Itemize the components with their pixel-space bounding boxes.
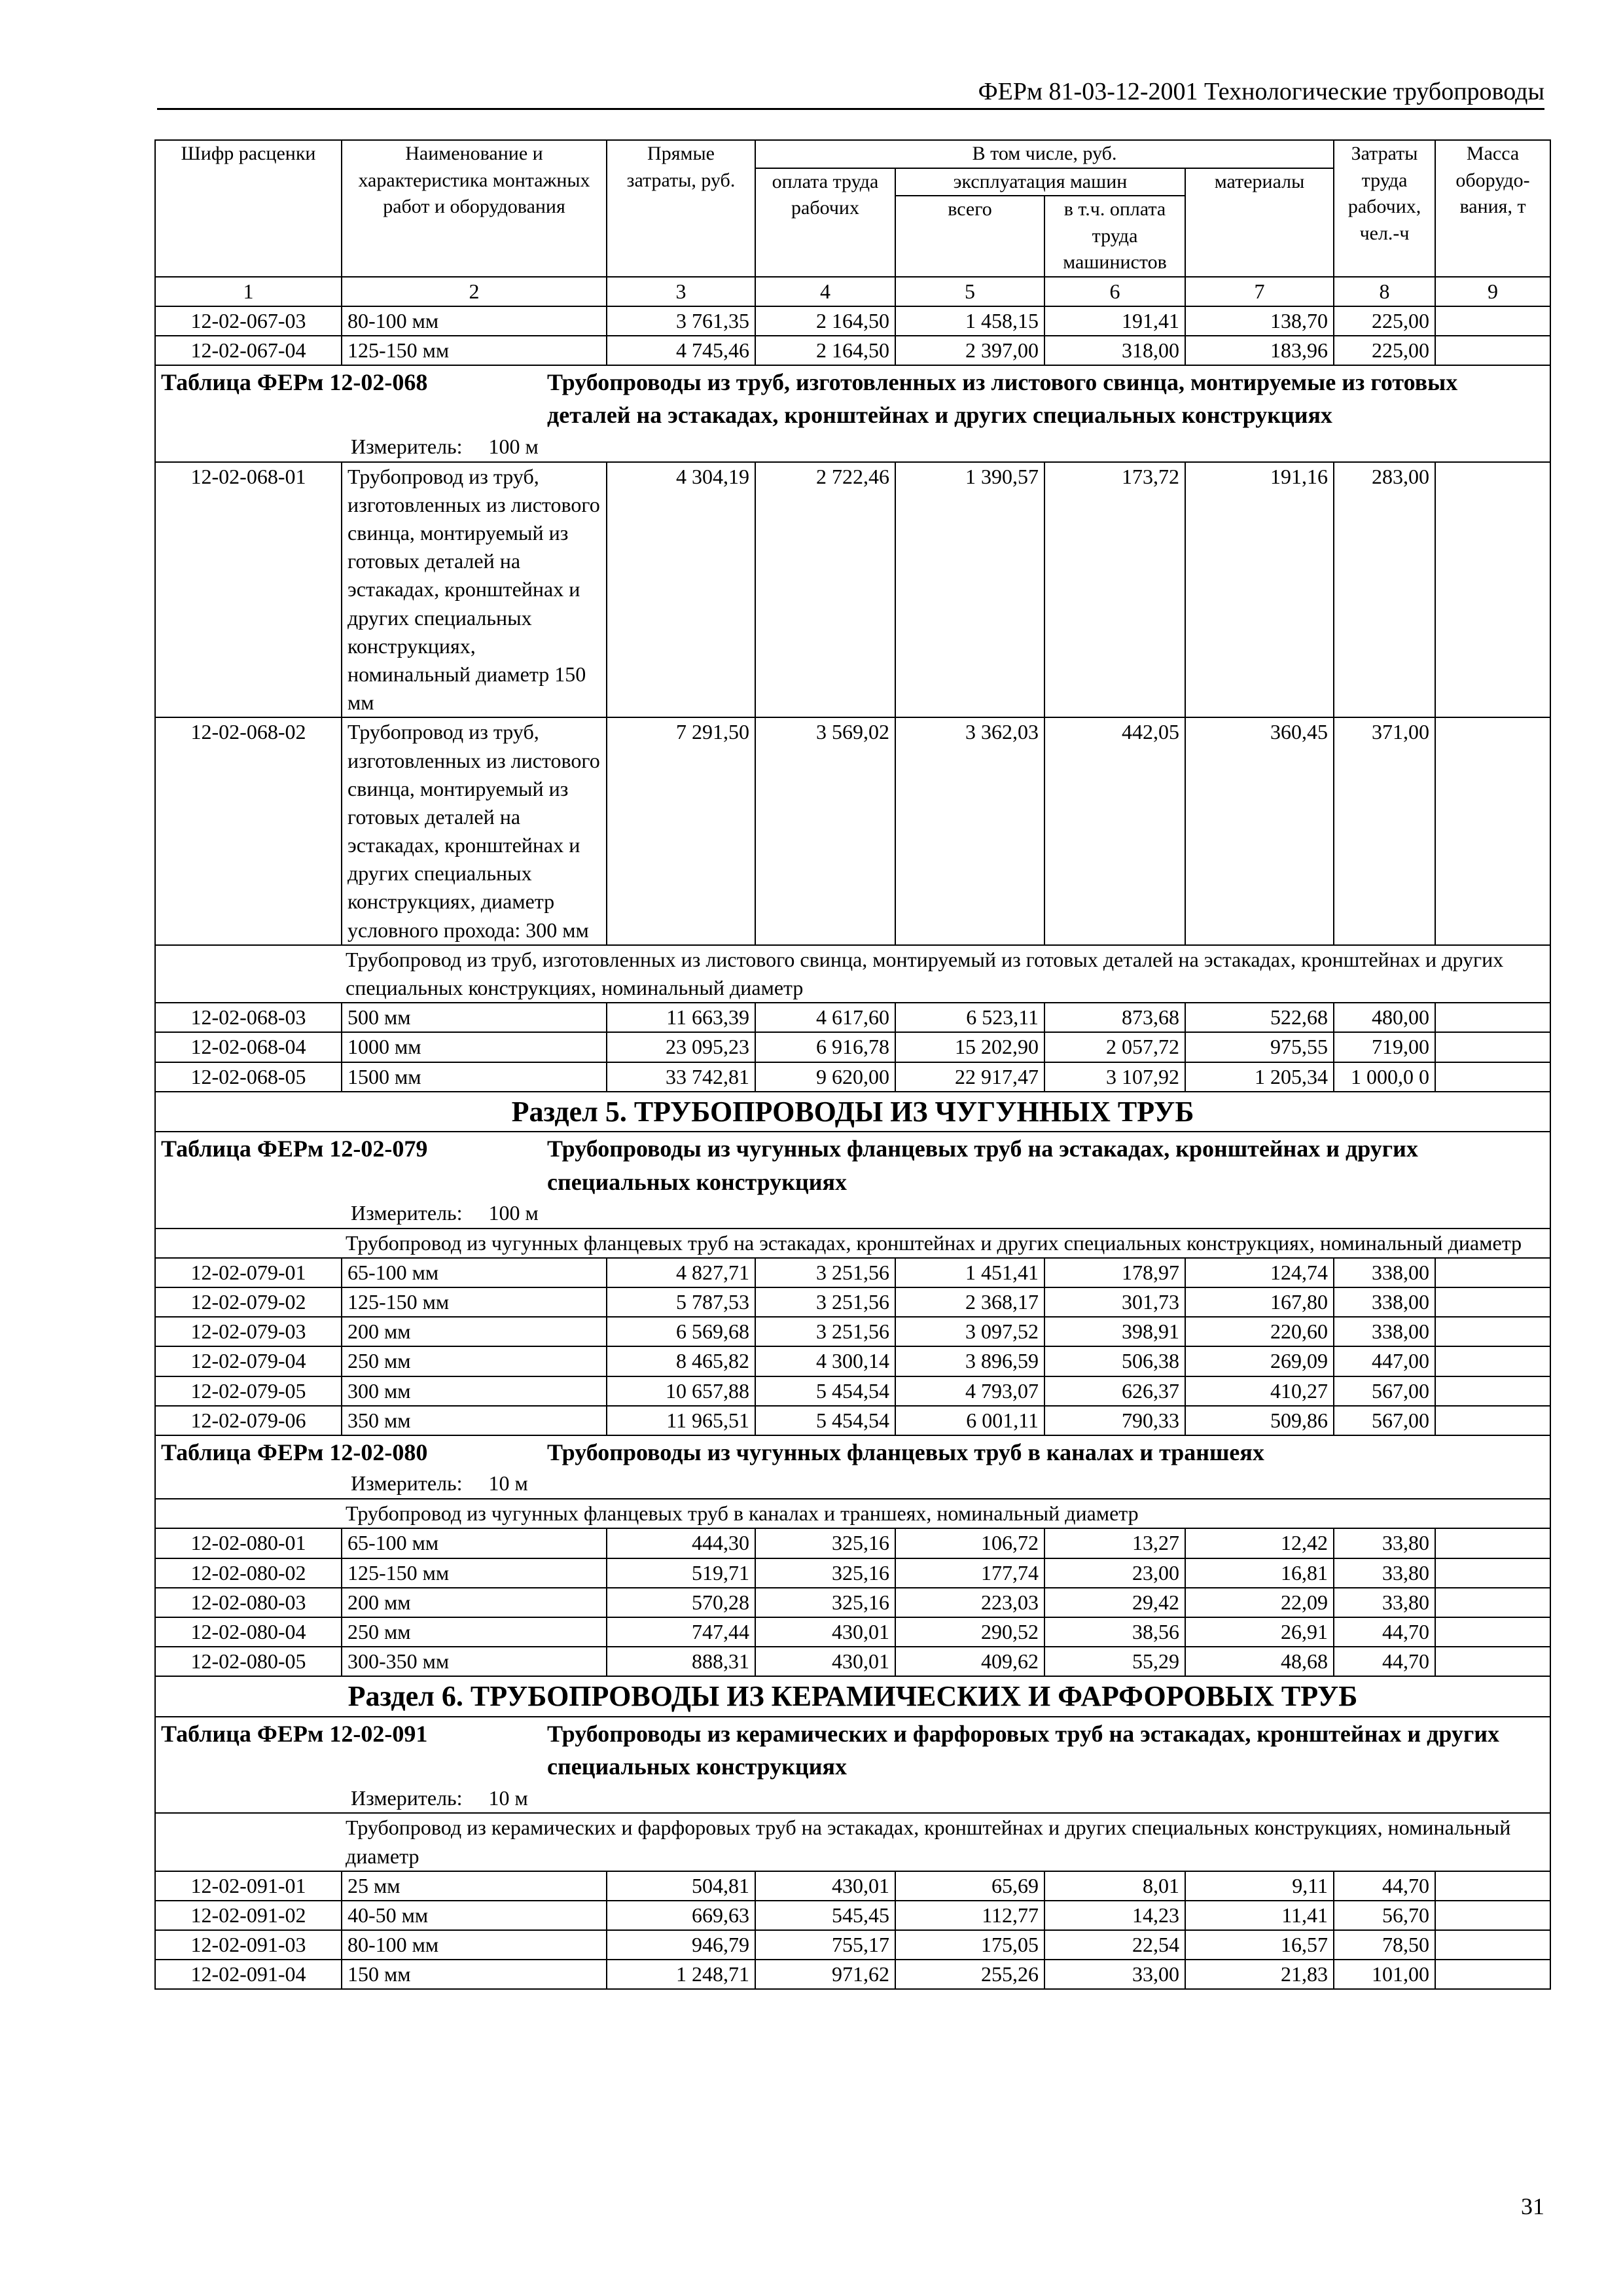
cell-name: 500 мм xyxy=(342,1003,607,1032)
cell-hours: 1 000,0 0 xyxy=(1334,1062,1435,1092)
table-title-row xyxy=(155,365,1550,462)
table-title xyxy=(155,365,1550,462)
section-row xyxy=(155,1676,1550,1716)
cell-name: 350 мм xyxy=(342,1406,607,1435)
table-label: Таблица ФЕРм 12-02-079 xyxy=(161,1136,428,1162)
cell-direct: 669,63 xyxy=(607,1901,755,1930)
header-incl: В том числе, руб. xyxy=(755,140,1334,168)
cell-mass xyxy=(1435,1258,1550,1287)
table-caption: Трубопроводы из труб, изготовленных из листового свинца, монтируемые из готовых деталей на эстакадах, кронштейнах и других специальных конструкциях xyxy=(547,369,1458,429)
cell-labor: 6 916,78 xyxy=(755,1032,895,1062)
cell-mass xyxy=(1435,1960,1550,1989)
cell-mach: 3 896,59 xyxy=(895,1346,1044,1376)
cell-direct: 946,79 xyxy=(607,1930,755,1960)
table-label: Таблица ФЕРм 12-02-080 xyxy=(161,1439,428,1466)
cell-name: 40-50 мм xyxy=(342,1901,607,1930)
cell-mass xyxy=(1435,1032,1550,1062)
cell-mat: 269,09 xyxy=(1185,1346,1334,1376)
cell-hours: 78,50 xyxy=(1334,1930,1435,1960)
cell-mach: 4 793,07 xyxy=(895,1376,1044,1406)
cell-direct: 444,30 xyxy=(607,1528,755,1558)
table-row xyxy=(155,336,1550,365)
cell-code: 12-02-091-03 xyxy=(155,1930,342,1960)
table-row xyxy=(155,1647,1550,1676)
column-number: 4 xyxy=(755,277,895,306)
cell-code: 12-02-068-02 xyxy=(155,717,342,945)
table-row xyxy=(155,1406,1550,1435)
cell-labor: 325,16 xyxy=(755,1588,895,1617)
cell-labor: 2 722,46 xyxy=(755,462,895,718)
cell-mach_labor: 178,97 xyxy=(1044,1258,1185,1287)
header-labor_hours: Затраты труда рабочих, чел.-ч xyxy=(1334,140,1435,277)
cell-hours: 225,00 xyxy=(1334,306,1435,336)
cell-mat: 48,68 xyxy=(1185,1647,1334,1676)
cell-code: 12-02-091-02 xyxy=(155,1901,342,1930)
cell-code: 12-02-080-01 xyxy=(155,1528,342,1558)
page-number: 31 xyxy=(1521,2193,1544,2219)
cell-mach: 65,69 xyxy=(895,1871,1044,1901)
cell-mass xyxy=(1435,1528,1550,1558)
column-number: 3 xyxy=(607,277,755,306)
cell-mat: 16,57 xyxy=(1185,1930,1334,1960)
cell-hours: 225,00 xyxy=(1334,336,1435,365)
cell-mass xyxy=(1435,1930,1550,1960)
cell-hours: 338,00 xyxy=(1334,1317,1435,1346)
table-caption: Трубопроводы из чугунных фланцевых труб в каналах и траншеях xyxy=(547,1439,1264,1466)
cell-mass xyxy=(1435,1558,1550,1588)
cell-mach_labor: 191,41 xyxy=(1044,306,1185,336)
cell-code: 12-02-079-04 xyxy=(155,1346,342,1376)
table-row xyxy=(155,306,1550,336)
cell-hours: 338,00 xyxy=(1334,1287,1435,1317)
cell-hours: 56,70 xyxy=(1334,1901,1435,1930)
table-row xyxy=(155,1558,1550,1588)
cell-labor: 4 300,14 xyxy=(755,1346,895,1376)
cell-mach_labor: 398,91 xyxy=(1044,1317,1185,1346)
cell-hours: 447,00 xyxy=(1334,1346,1435,1376)
cell-direct: 570,28 xyxy=(607,1588,755,1617)
cell-mach: 2 397,00 xyxy=(895,336,1044,365)
cell-mach_labor: 442,05 xyxy=(1044,717,1185,945)
cell-mach: 3 362,03 xyxy=(895,717,1044,945)
cell-hours: 44,70 xyxy=(1334,1617,1435,1647)
subhead-row xyxy=(155,945,1550,1003)
table-title-row xyxy=(155,1435,1550,1499)
cell-mass xyxy=(1435,1287,1550,1317)
cell-mach_labor: 173,72 xyxy=(1044,462,1185,718)
cell-mach_labor: 318,00 xyxy=(1044,336,1185,365)
cell-mass xyxy=(1435,1376,1550,1406)
cell-mass xyxy=(1435,1346,1550,1376)
cell-code: 12-02-079-06 xyxy=(155,1406,342,1435)
cell-labor: 9 620,00 xyxy=(755,1062,895,1092)
cell-mass xyxy=(1435,1317,1550,1346)
cell-mach_labor: 506,38 xyxy=(1044,1346,1185,1376)
table-label: Таблица ФЕРм 12-02-091 xyxy=(161,1720,428,1747)
cell-name: 150 мм xyxy=(342,1960,607,1989)
measure xyxy=(161,1198,1544,1228)
measure xyxy=(161,432,1544,461)
measure-value: 10 м xyxy=(488,1471,528,1496)
cell-name: 300-350 мм xyxy=(342,1647,607,1676)
measure xyxy=(161,1784,1544,1813)
table-row xyxy=(155,1287,1550,1317)
header-mass: Масса оборудо-вания, т xyxy=(1435,140,1550,277)
cell-mass xyxy=(1435,1003,1550,1032)
cell-name: 65-100 мм xyxy=(342,1528,607,1558)
measure-value: 100 м xyxy=(488,434,539,458)
cell-direct: 10 657,88 xyxy=(607,1376,755,1406)
table-row xyxy=(155,1317,1550,1346)
cell-labor: 325,16 xyxy=(755,1558,895,1588)
cell-mass xyxy=(1435,1871,1550,1901)
subhead-row xyxy=(155,1813,1550,1871)
measure xyxy=(161,1469,1544,1498)
cell-hours: 33,80 xyxy=(1334,1588,1435,1617)
table-row xyxy=(155,1528,1550,1558)
cell-direct: 1 248,71 xyxy=(607,1960,755,1989)
table-row xyxy=(155,1960,1550,1989)
section-title: Раздел 5. ТРУБОПРОВОДЫ ИЗ ЧУГУННЫХ ТРУБ xyxy=(155,1092,1550,1132)
cell-labor: 3 251,56 xyxy=(755,1317,895,1346)
cell-mach_labor: 38,56 xyxy=(1044,1617,1185,1647)
cell-mach_labor: 14,23 xyxy=(1044,1901,1185,1930)
cell-hours: 371,00 xyxy=(1334,717,1435,945)
cell-name: 125-150 мм xyxy=(342,336,607,365)
cell-hours: 33,80 xyxy=(1334,1528,1435,1558)
cell-mach_labor: 22,54 xyxy=(1044,1930,1185,1960)
cell-labor: 5 454,54 xyxy=(755,1406,895,1435)
cell-mat: 1 205,34 xyxy=(1185,1062,1334,1092)
header-mach_total: всего xyxy=(895,196,1044,277)
cell-mat: 522,68 xyxy=(1185,1003,1334,1032)
cell-mass xyxy=(1435,306,1550,336)
cell-mach: 112,77 xyxy=(895,1901,1044,1930)
cell-mach: 3 097,52 xyxy=(895,1317,1044,1346)
table-row xyxy=(155,1062,1550,1092)
cell-labor: 3 569,02 xyxy=(755,717,895,945)
cell-direct: 11 965,51 xyxy=(607,1406,755,1435)
cell-mach_labor: 626,37 xyxy=(1044,1376,1185,1406)
header-direct: Прямые затраты, руб. xyxy=(607,140,755,277)
cell-mat: 22,09 xyxy=(1185,1588,1334,1617)
measure-label: Измеритель: xyxy=(351,1200,463,1225)
cell-mass xyxy=(1435,717,1550,945)
cell-direct: 504,81 xyxy=(607,1871,755,1901)
cell-mat: 26,91 xyxy=(1185,1617,1334,1647)
cell-name: 125-150 мм xyxy=(342,1287,607,1317)
cell-code: 12-02-080-02 xyxy=(155,1558,342,1588)
header-row xyxy=(155,140,1550,168)
cell-mat: 509,86 xyxy=(1185,1406,1334,1435)
cell-hours: 101,00 xyxy=(1334,1960,1435,1989)
cell-mach_labor: 8,01 xyxy=(1044,1871,1185,1901)
cell-mass xyxy=(1435,1647,1550,1676)
cell-direct: 11 663,39 xyxy=(607,1003,755,1032)
cell-code: 12-02-080-05 xyxy=(155,1647,342,1676)
cell-mat: 124,74 xyxy=(1185,1258,1334,1287)
cell-mach: 175,05 xyxy=(895,1930,1044,1960)
cell-direct: 4 827,71 xyxy=(607,1258,755,1287)
cell-mach: 106,72 xyxy=(895,1528,1044,1558)
cell-labor: 430,01 xyxy=(755,1617,895,1647)
cell-mach: 255,26 xyxy=(895,1960,1044,1989)
cell-mat: 21,83 xyxy=(1185,1960,1334,1989)
cell-labor: 430,01 xyxy=(755,1871,895,1901)
cell-direct: 6 569,68 xyxy=(607,1317,755,1346)
cell-name: 200 мм xyxy=(342,1317,607,1346)
cell-name: 1500 мм xyxy=(342,1062,607,1092)
cell-direct: 3 761,35 xyxy=(607,306,755,336)
cell-mach_labor: 3 107,92 xyxy=(1044,1062,1185,1092)
cell-mach: 1 458,15 xyxy=(895,306,1044,336)
column-numbers-row xyxy=(155,277,1550,306)
table-title-row xyxy=(155,1132,1550,1229)
cell-mach_labor: 33,00 xyxy=(1044,1960,1185,1989)
cell-mach: 6 001,11 xyxy=(895,1406,1044,1435)
cell-mach_labor: 23,00 xyxy=(1044,1558,1185,1588)
cell-mat: 360,45 xyxy=(1185,717,1334,945)
table-title-row xyxy=(155,1717,1550,1814)
cell-mass xyxy=(1435,336,1550,365)
cell-code: 12-02-091-04 xyxy=(155,1960,342,1989)
header-code: Шифр расценки xyxy=(155,140,342,277)
subhead: Трубопровод из труб, изготовленных из листового свинца, монтируемый из готовых деталей на эстакадах, кронштейнах и других специальных конструкциях, номинальный диаметр xyxy=(155,945,1550,1003)
cell-name: 250 мм xyxy=(342,1617,607,1647)
cell-labor: 971,62 xyxy=(755,1960,895,1989)
cell-labor: 545,45 xyxy=(755,1901,895,1930)
cell-mat: 975,55 xyxy=(1185,1032,1334,1062)
table-row xyxy=(155,1871,1550,1901)
cell-mach: 15 202,90 xyxy=(895,1032,1044,1062)
cell-code: 12-02-079-03 xyxy=(155,1317,342,1346)
cell-name: 125-150 мм xyxy=(342,1558,607,1588)
cell-mach_labor: 2 057,72 xyxy=(1044,1032,1185,1062)
section-title: Раздел 6. ТРУБОПРОВОДЫ ИЗ КЕРАМИЧЕСКИХ И ФАРФОРОВЫХ ТРУБ xyxy=(155,1676,1550,1716)
cell-direct: 7 291,50 xyxy=(607,717,755,945)
cell-mass xyxy=(1435,1406,1550,1435)
subhead-row xyxy=(155,1229,1550,1258)
cell-name: 25 мм xyxy=(342,1871,607,1901)
subhead: Трубопровод из керамических и фарфоровых труб на эстакадах, кронштейнах и других специальных конструкциях, номинальный диаметр xyxy=(155,1813,1550,1871)
cell-labor: 3 251,56 xyxy=(755,1287,895,1317)
cell-mass xyxy=(1435,462,1550,718)
cell-labor: 2 164,50 xyxy=(755,336,895,365)
cell-direct: 747,44 xyxy=(607,1617,755,1647)
measure-value: 100 м xyxy=(488,1200,539,1225)
rates-table xyxy=(154,139,1551,1990)
table-row xyxy=(155,1258,1550,1287)
cell-code: 12-02-080-03 xyxy=(155,1588,342,1617)
cell-mach: 409,62 xyxy=(895,1647,1044,1676)
cell-mach_labor: 873,68 xyxy=(1044,1003,1185,1032)
cell-mach: 223,03 xyxy=(895,1588,1044,1617)
cell-name: 1000 мм xyxy=(342,1032,607,1062)
cell-mat: 138,70 xyxy=(1185,306,1334,336)
cell-mach_labor: 13,27 xyxy=(1044,1528,1185,1558)
cell-mass xyxy=(1435,1588,1550,1617)
cell-name: 80-100 мм xyxy=(342,1930,607,1960)
section-row xyxy=(155,1092,1550,1132)
column-number: 6 xyxy=(1044,277,1185,306)
cell-mach: 177,74 xyxy=(895,1558,1044,1588)
measure-label: Измеритель: xyxy=(351,1785,463,1810)
cell-code: 12-02-067-03 xyxy=(155,306,342,336)
cell-mass xyxy=(1435,1062,1550,1092)
cell-direct: 4 304,19 xyxy=(607,462,755,718)
cell-mat: 9,11 xyxy=(1185,1871,1334,1901)
cell-direct: 5 787,53 xyxy=(607,1287,755,1317)
column-number: 5 xyxy=(895,277,1044,306)
cell-name: 250 мм xyxy=(342,1346,607,1376)
cell-code: 12-02-079-05 xyxy=(155,1376,342,1406)
measure-value: 10 м xyxy=(488,1785,528,1810)
cell-hours: 44,70 xyxy=(1334,1647,1435,1676)
table-row xyxy=(155,717,1550,945)
cell-mach: 6 523,11 xyxy=(895,1003,1044,1032)
table-title xyxy=(155,1435,1550,1499)
cell-name: 200 мм xyxy=(342,1588,607,1617)
column-number: 7 xyxy=(1185,277,1334,306)
cell-mat: 11,41 xyxy=(1185,1901,1334,1930)
cell-mat: 16,81 xyxy=(1185,1558,1334,1588)
header-name: Наименование и характеристика монтажных работ и оборудования xyxy=(342,140,607,277)
running-head: ФЕРм 81-03-12-2001 Технологические трубопроводы xyxy=(978,78,1544,105)
column-number: 9 xyxy=(1435,277,1550,306)
cell-direct: 4 745,46 xyxy=(607,336,755,365)
cell-mass xyxy=(1435,1617,1550,1647)
table-row xyxy=(155,1003,1550,1032)
cell-hours: 33,80 xyxy=(1334,1558,1435,1588)
table-row xyxy=(155,1588,1550,1617)
table-row xyxy=(155,1617,1550,1647)
cell-name: Трубопровод из труб, изготовленных из листового свинца, монтируемый из готовых деталей на эстакадах, кронштейнах и других специальных конструкциях, номинальный диаметр 150 мм xyxy=(342,462,607,718)
cell-labor: 325,16 xyxy=(755,1528,895,1558)
header-rule xyxy=(157,108,1544,110)
header-machines: эксплуатация машин xyxy=(895,168,1185,196)
table-label: Таблица ФЕРм 12-02-068 xyxy=(161,369,428,396)
cell-mat: 191,16 xyxy=(1185,462,1334,718)
cell-code: 12-02-080-04 xyxy=(155,1617,342,1647)
cell-name: 300 мм xyxy=(342,1376,607,1406)
cell-mach_labor: 301,73 xyxy=(1044,1287,1185,1317)
cell-mach_labor: 29,42 xyxy=(1044,1588,1185,1617)
cell-code: 12-02-068-01 xyxy=(155,462,342,718)
cell-mach_labor: 55,29 xyxy=(1044,1647,1185,1676)
measure-label: Измеритель: xyxy=(351,434,463,458)
cell-mat: 167,80 xyxy=(1185,1287,1334,1317)
cell-mach: 2 368,17 xyxy=(895,1287,1044,1317)
cell-hours: 719,00 xyxy=(1334,1032,1435,1062)
cell-name: 65-100 мм xyxy=(342,1258,607,1287)
table-row xyxy=(155,1032,1550,1062)
cell-labor: 5 454,54 xyxy=(755,1376,895,1406)
cell-labor: 755,17 xyxy=(755,1930,895,1960)
cell-direct: 33 742,81 xyxy=(607,1062,755,1092)
subhead: Трубопровод из чугунных фланцевых труб на эстакадах, кронштейнах и других специальных конструкциях, номинальный диаметр xyxy=(155,1229,1550,1258)
cell-direct: 23 095,23 xyxy=(607,1032,755,1062)
cell-name: 80-100 мм xyxy=(342,306,607,336)
column-number: 2 xyxy=(342,277,607,306)
cell-mach: 290,52 xyxy=(895,1617,1044,1647)
cell-hours: 338,00 xyxy=(1334,1258,1435,1287)
table-title xyxy=(155,1132,1550,1229)
cell-mach: 1 451,41 xyxy=(895,1258,1044,1287)
table-row xyxy=(155,462,1550,718)
header-materials: материалы xyxy=(1185,168,1334,277)
cell-direct: 8 465,82 xyxy=(607,1346,755,1376)
cell-code: 12-02-067-04 xyxy=(155,336,342,365)
cell-name: Трубопровод из труб, изготовленных из листового свинца, монтируемый из готовых деталей на эстакадах, кронштейнах и других специальных конструкциях, диаметр условного прохода: 300 мм xyxy=(342,717,607,945)
table-title xyxy=(155,1717,1550,1814)
table-row xyxy=(155,1901,1550,1930)
header-labor_pay: оплата труда рабочих xyxy=(755,168,895,277)
measure-label: Измеритель: xyxy=(351,1471,463,1496)
cell-labor: 2 164,50 xyxy=(755,306,895,336)
cell-hours: 44,70 xyxy=(1334,1871,1435,1901)
cell-mat: 12,42 xyxy=(1185,1528,1334,1558)
cell-direct: 519,71 xyxy=(607,1558,755,1588)
cell-code: 12-02-079-02 xyxy=(155,1287,342,1317)
table-caption: Трубопроводы из керамических и фарфоровых труб на эстакадах, кронштейнах и других специальных конструкциях xyxy=(547,1720,1499,1780)
subhead: Трубопровод из чугунных фланцевых труб в каналах и траншеях, номинальный диаметр xyxy=(155,1499,1550,1528)
table-row xyxy=(155,1346,1550,1376)
cell-hours: 283,00 xyxy=(1334,462,1435,718)
cell-hours: 480,00 xyxy=(1334,1003,1435,1032)
cell-mat: 183,96 xyxy=(1185,336,1334,365)
cell-mach: 1 390,57 xyxy=(895,462,1044,718)
cell-hours: 567,00 xyxy=(1334,1376,1435,1406)
column-number: 1 xyxy=(155,277,342,306)
cell-code: 12-02-079-01 xyxy=(155,1258,342,1287)
table-row xyxy=(155,1376,1550,1406)
cell-mass xyxy=(1435,1901,1550,1930)
subhead-row xyxy=(155,1499,1550,1528)
column-number: 8 xyxy=(1334,277,1435,306)
cell-code: 12-02-091-01 xyxy=(155,1871,342,1901)
cell-code: 12-02-068-05 xyxy=(155,1062,342,1092)
header-mach_labor: в т.ч. оплата труда машинистов xyxy=(1044,196,1185,277)
cell-code: 12-02-068-04 xyxy=(155,1032,342,1062)
cell-hours: 567,00 xyxy=(1334,1406,1435,1435)
cell-mat: 410,27 xyxy=(1185,1376,1334,1406)
cell-labor: 4 617,60 xyxy=(755,1003,895,1032)
cell-code: 12-02-068-03 xyxy=(155,1003,342,1032)
table-caption: Трубопроводы из чугунных фланцевых труб на эстакадах, кронштейнах и других специальных конструкциях xyxy=(547,1136,1418,1195)
cell-labor: 430,01 xyxy=(755,1647,895,1676)
cell-mach: 22 917,47 xyxy=(895,1062,1044,1092)
cell-labor: 3 251,56 xyxy=(755,1258,895,1287)
table-row xyxy=(155,1930,1550,1960)
cell-direct: 888,31 xyxy=(607,1647,755,1676)
cell-mach_labor: 790,33 xyxy=(1044,1406,1185,1435)
cell-mat: 220,60 xyxy=(1185,1317,1334,1346)
